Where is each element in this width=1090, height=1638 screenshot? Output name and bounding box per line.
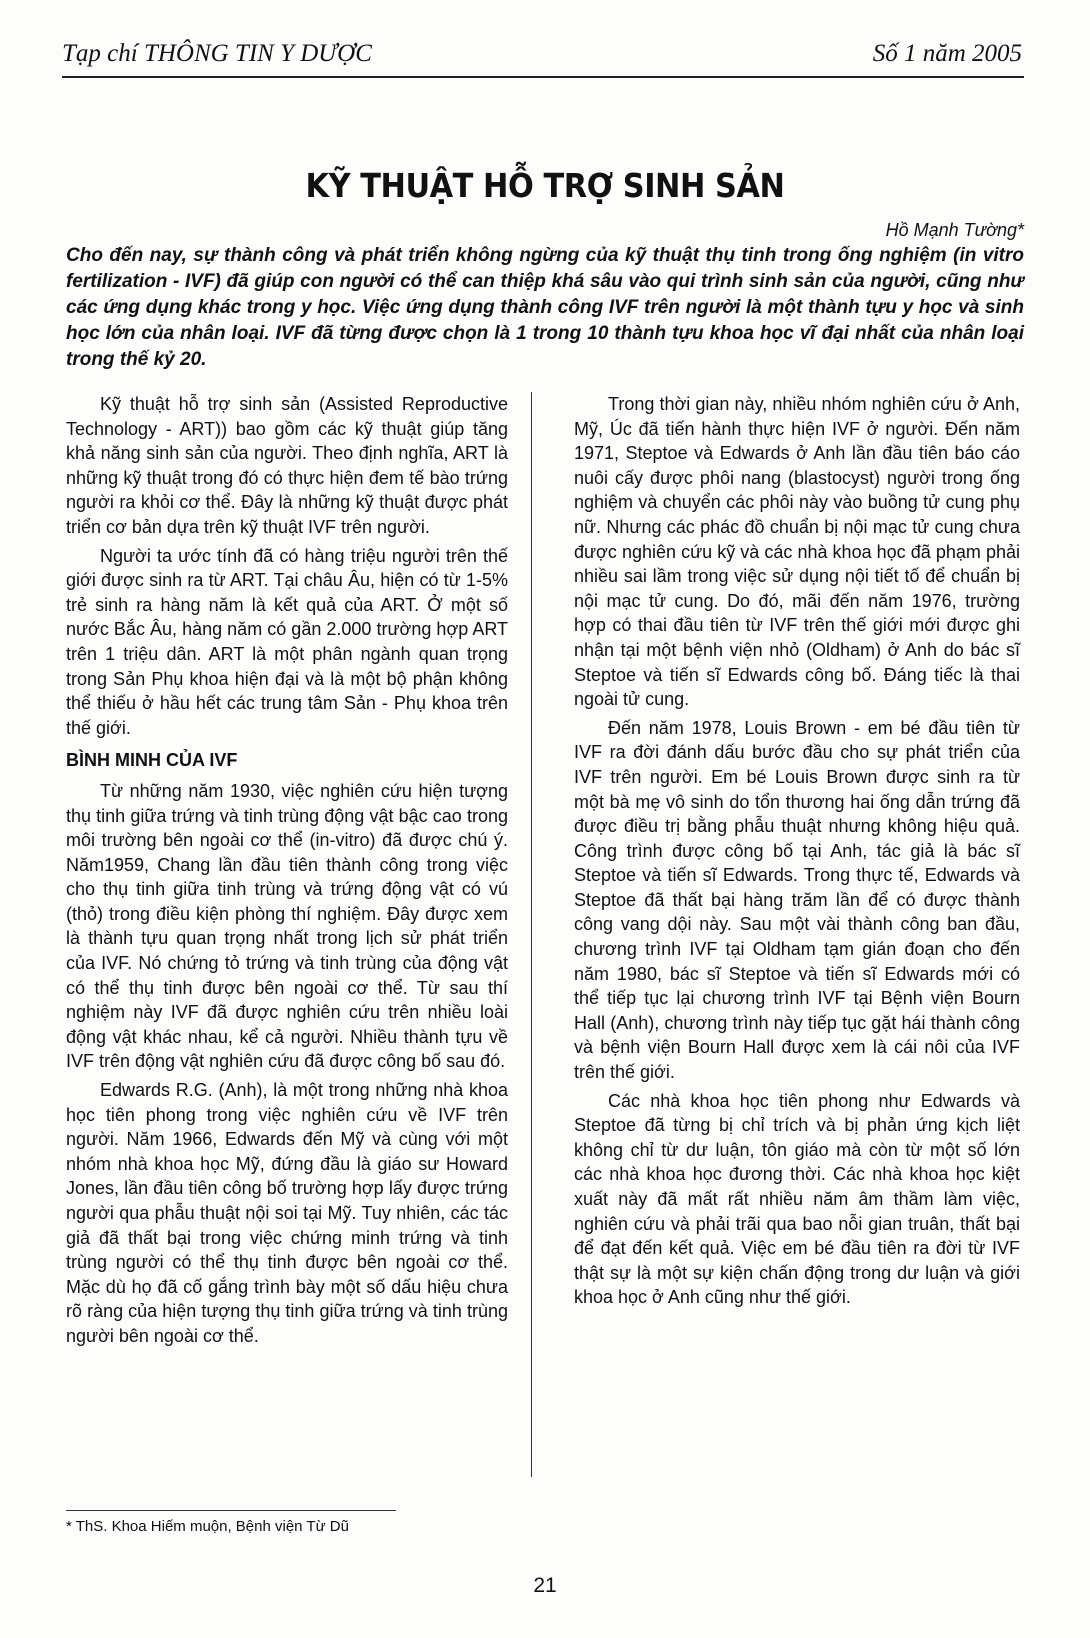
paragraph: Các nhà khoa học tiên phong như Edwards và Steptoe đã từng bị chỉ trích và bị phản ứng kịch liệt không chỉ từ dư luận, tôn giáo mà còn từ một số lớn các nhà khoa học đương thời. Các nhà khoa học kiệt xuất này đã mất rất nhiều năm âm thầm làm việc, nghiên cứu và phải trãi qua bao nỗi gian truân, thất bại để đạt đến kết quả. Việc em bé đầu tiên ra đời từ IVF thật sự là một sự kiện chấn động trong dư luận và giới khoa học ở Anh cũng như thế giới. (574, 1090, 1020, 1308)
column-divider (531, 392, 532, 1477)
header-rule (62, 76, 1024, 78)
paragraph: Trong thời gian này, nhiều nhóm nghiên cứu ở Anh, Mỹ, Úc đã tiến hành thực hiện IVF ở người. Đến năm 1971, Steptoe và Edwards ở Anh lần đầu tiên báo cáo nuôi cấy được phôi nang (blastocyst) người trong ống nghiệm và chuyển các phôi này vào buồng tử cung phụ nữ. Nhưng các phác đồ chuẩn bị nội mạc tử cung chưa được nghiên cứu kỹ và các nhà khoa học đã phạm phải nhiều sai lầm trong việc sử dụng nội tiết tố để chuẩn bị nội mạc tử cung. Do đó, mãi đến năm 1976, trường hợp có thai đầu tiên từ IVF trên thế giới mới được ghi nhận tại một bệnh viện nhỏ (Oldham) ở Anh do bác sĩ Steptoe và tiến sĩ Edwards công bố. Đáng tiếc là thai ngoài tử cung. (574, 394, 1020, 710)
right-column (574, 392, 1020, 1314)
paragraph: Đến năm 1978, Louis Brown - em bé đầu tiên từ IVF ra đời đánh dấu bước đầu cho sự phát triển của IVF trên người. Em bé Louis Brown được sinh ra từ một bà mẹ vô sinh do tổn thương hai ống dẫn trứng đã được điều trị bằng phẫu thuật nhưng không hiệu quả. Công trình được công bố tại Anh, tác giả là bác sĩ Steptoe và tiến sĩ Edwards. Trong thực tế, Edwards và Steptoe đã thất bại hàng trăm lần để có được thành công vang dội này. Sau một vài thành công ban đầu, chương trình IVF tại Oldham tạm gián đoạn cho đến năm 1980, bác sĩ Steptoe và tiến sĩ Edwards mới có thể tiếp tục lại chương trình IVF tại Bệnh viện Bourn Hall (Anh), chương trình này tiếp tục gặt hái thành công và bệnh viện Bourn Hall được xem là cái nôi của IVF trên thế giới. (574, 717, 1020, 1083)
paragraph: Edwards R.G. (Anh), là một trong những nhà khoa học tiên phong trong việc nghiên cứu về IVF trên người. Năm 1966, Edwards đến Mỹ và cùng với một nhóm nhà khoa học Mỹ, đứng đầu là giáo sư Howard Jones, lần đầu tiên công bố trường hợp lấy được trứng người qua phẫu thuật nội soi tại Mỹ. Tuy nhiên, các tác giả đã thất bại trong việc chứng minh trứng và tinh trùng người có thể thụ tinh được bên ngoài cơ thể. Mặc dù họ đã cố gắng trình bày một số dấu hiệu chưa rõ ràng của hiện tượng thụ tinh giữa trứng và tinh trùng người bên ngoài cơ thể. (66, 1080, 508, 1346)
page-number: 21 (533, 1574, 557, 1597)
paragraph: Kỹ thuật hỗ trợ sinh sản (Assisted Reproductive Technology - ART)) bao gồm các kỹ thuật giúp tăng khả năng sinh sản của người. Theo định nghĩa, ART là những kỹ thuật trong đó có thực hiện đem tế bào trứng người ra khỏi cơ thể. Đây là những kỹ thuật được phát triển cơ bản dựa trên kỹ thuật IVF trên người. (66, 394, 508, 537)
issue-number: Số 1 năm 2005 (872, 40, 1022, 67)
article-author: Hồ Mạnh Tường* (885, 220, 1024, 240)
footnote: * ThS. Khoa Hiếm muộn, Bệnh viện Từ Dũ (66, 1518, 349, 1535)
running-header (62, 36, 1022, 76)
paragraph: Người ta ước tính đã có hàng triệu người trên thế giới được sinh ra từ ART. Tại châu Âu, hiện có từ 1-5% trẻ sinh ra hàng năm là kết quả của ART. Ở một số nước Bắc Âu, hàng năm có gần 2.000 trường hợp ART trên 1 triệu dân. ART là một phân ngành quan trọng trong Sản Phụ khoa hiện đại và là một bộ phận không thể thiếu ở hầu hết các trung tâm Sản - Phụ khoa trên thế giới. (66, 545, 508, 738)
paragraph: Từ những năm 1930, việc nghiên cứu hiện tượng thụ tinh giữa trứng và tinh trùng động vật bậc cao trong môi trường bên ngoài cơ thể (in-vitro) đã được chú ý. Năm1959, Chang lần đầu tiên thành công trong việc cho thụ tinh giữa tinh trùng và trứng động vật có vú (thỏ) trong điều kiện phòng thí nghiệm. Đây được xem là thành tựu quan trọng nhất trong lịch sử phát triển của IVF. Nó chứng tỏ trứng và tinh trùng của động vật có thể thụ tinh được bên ngoài cơ thể. Từ sau thí nghiệm này IVF đã được nghiên cứu trên nhiều loài động vật khác nhau, kể cả người. Nhiều thành tựu về IVF trên động vật nghiên cứu đã được công bố sau đó. (66, 780, 508, 1072)
left-column (66, 392, 508, 1353)
article-abstract: Cho đến nay, sự thành công và phát triển không ngừng của kỹ thuật thụ tinh trong ống nghiệm (in vitro fertilization - IVF) đã giúp con người có thể can thiệp khá sâu vào qui trình sinh sản của người, cũng như các ứng dụng khác trong y học. Việc ứng dụng thành công IVF trên người là một thành tựu y học và sinh học lớn của nhân loại. IVF đã từng được chọn là 1 trong 10 thành tựu khoa học vĩ đại nhất của nhân loại trong thế kỷ 20. (66, 245, 1024, 370)
section-heading: BÌNH MINH CỦA IVF (66, 750, 238, 771)
article-title: KỸ THUẬT HỖ TRỢ SINH SẢN (305, 166, 785, 205)
journal-name: Tạp chí THÔNG TIN Y DƯỢC (62, 40, 372, 67)
footnote-rule (66, 1510, 396, 1511)
